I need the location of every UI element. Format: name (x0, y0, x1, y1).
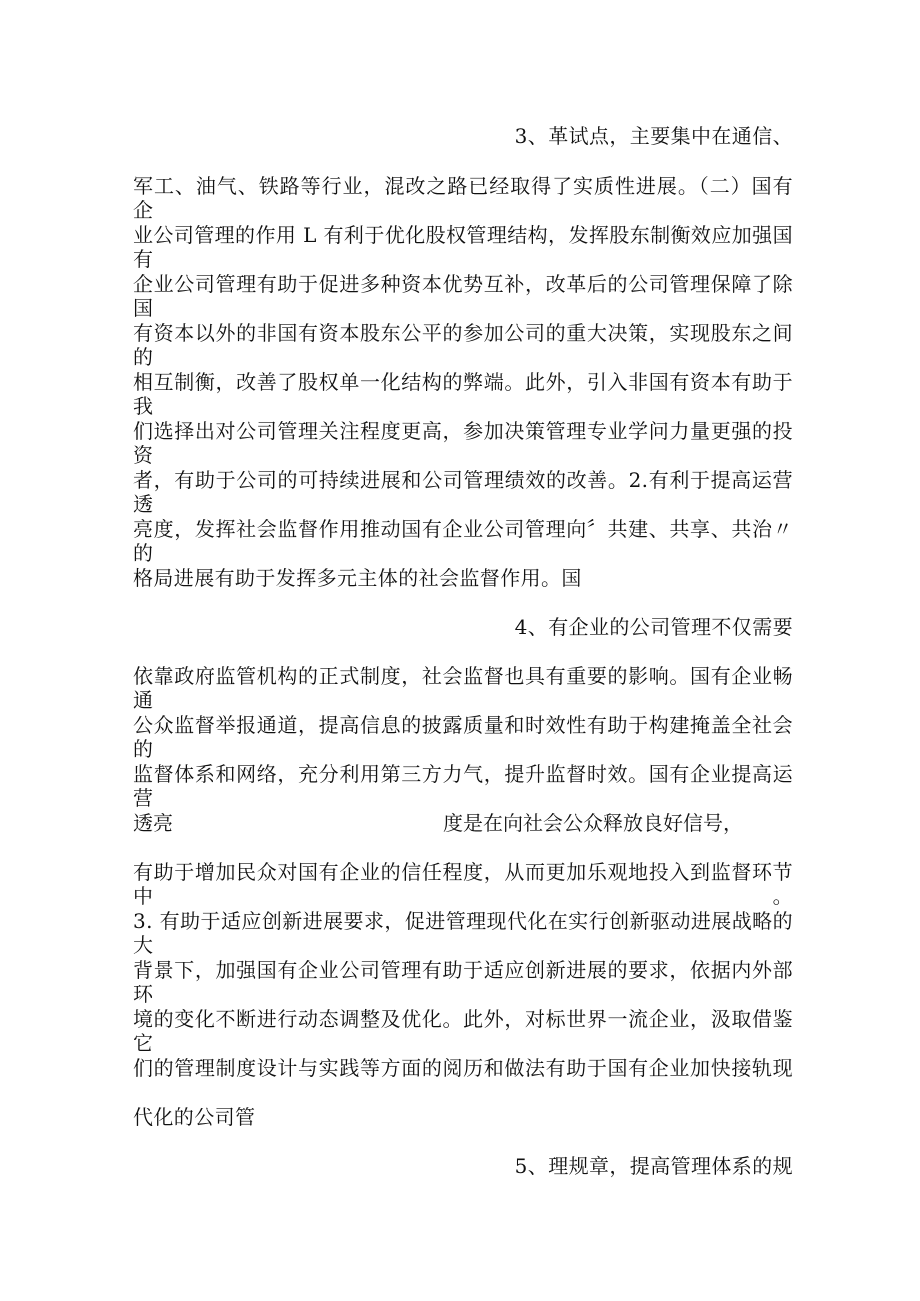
text-line: 们的管理制度设计与实践等方面的阅历和做法有助于国有企业加快接轨现 (133, 1056, 793, 1080)
text-line: 公众监督举报通道，提高信息的披露质量和时效性有助于构建掩盖全社会的 (133, 713, 793, 761)
text-line: 相互制衡，改善了股权单一化结构的弊端。此外，引入非国有资本有助于我 (133, 370, 793, 418)
text-line: 3. 有助于适应创新进展要求，促进管理现代化在实行创新驱动进展战略的大 (133, 909, 793, 957)
split-line-left: 透亮 (133, 811, 173, 835)
text-line: 业公司管理的作用 L 有利于优化股权管理结构，发挥股东制衡效应加强国有 (133, 223, 793, 271)
text-line: 亮度，发挥社会监督作用推动国有企业公司管理向〞共建、共享、共治〃的 (133, 517, 793, 565)
text-line: 监督体系和网络，充分利用第三方力气，提升监督时效。国有企业提高运营 (133, 762, 793, 810)
text-line: 境的变化不断进行动态调整及优化。此外，对标世界一流企业，汲取借鉴它 (133, 1007, 793, 1055)
text-line: 有助于增加民众对国有企业的信任程度，从而更加乐观地投入到监督环节中。 (133, 860, 793, 908)
split-line-right: 度是在向社会公众释放良好信号， (443, 811, 743, 835)
text-line: 代化的公司管 (133, 1105, 256, 1129)
paragraph-heading: 4、有企业的公司管理不仅需要 (514, 615, 793, 639)
paragraph-heading: 5、理规章，提高管理体系的规 (514, 1154, 793, 1178)
text-line: 有资本以外的非国有资本股东公平的参加公司的重大决策，实现股东之间的 (133, 321, 793, 369)
text-line: 军工、油气、铁路等行业，混改之路已经取得了实质性进展。（二）国有企 (133, 174, 793, 222)
text-line: 背景下，加强国有企业公司管理有助于适应创新进展的要求，依据内外部环 (133, 958, 793, 1006)
text-line: 们选择出对公司管理关注程度更高，参加决策管理专业学问力量更强的投资 (133, 419, 793, 467)
text-line: 依靠政府监管机构的正式制度，社会监督也具有重要的影响。国有企业畅通 (133, 664, 793, 712)
text-line: 企业公司管理有助于促进多种资本优势互补，改革后的公司管理保障了除国 (133, 272, 793, 320)
text-line: 者，有助于公司的可持续进展和公司管理绩效的改善。2.有利于提高运营透 (133, 468, 793, 516)
paragraph-heading: 3、革试点，主要集中在通信、 (514, 124, 793, 148)
text-line: 格局进展有助于发挥多元主体的社会监督作用。国 (133, 566, 582, 590)
